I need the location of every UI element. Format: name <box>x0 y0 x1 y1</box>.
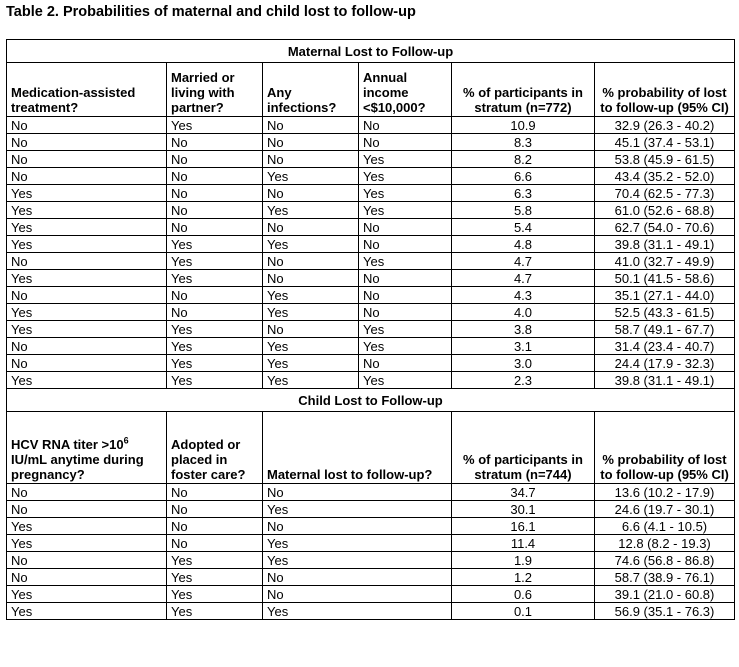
maternal-row <box>7 168 735 185</box>
maternal-cell-infections: Yes <box>263 304 359 321</box>
maternal-cell-percent-participants: 8.2 <box>452 151 595 168</box>
child-cell-adopted-foster: No <box>167 484 263 501</box>
child-row <box>7 484 735 501</box>
maternal-cell-percent-participants: 3.1 <box>452 338 595 355</box>
maternal-cell-medication-assisted: Yes <box>7 185 167 202</box>
maternal-section-header <box>7 40 735 63</box>
maternal-row <box>7 321 735 338</box>
maternal-cell-income: Yes <box>359 168 452 185</box>
child-cell-adopted-foster: Yes <box>167 552 263 569</box>
maternal-row <box>7 219 735 236</box>
maternal-cell-income: No <box>359 134 452 151</box>
maternal-cell-married: No <box>167 185 263 202</box>
maternal-cell-income: Yes <box>359 321 452 338</box>
maternal-cell-married: Yes <box>167 338 263 355</box>
maternal-cell-percent-participants: 5.4 <box>452 219 595 236</box>
child-cell-percent-participants: 0.1 <box>452 603 595 620</box>
maternal-cell-percent-participants: 4.7 <box>452 253 595 270</box>
child-row <box>7 569 735 586</box>
maternal-cell-medication-assisted: No <box>7 168 167 185</box>
maternal-row <box>7 287 735 304</box>
header-medication-assisted-treatment: Medication-assisted treatment? <box>7 63 167 117</box>
maternal-cell-married: No <box>167 287 263 304</box>
maternal-cell-income: No <box>359 236 452 253</box>
child-cell-maternal-lost: Yes <box>263 501 452 518</box>
maternal-cell-income: No <box>359 117 452 134</box>
child-cell-hcv-rna-titer: Yes <box>7 586 167 603</box>
hcv-exponent: 6 <box>123 435 129 446</box>
maternal-row <box>7 202 735 219</box>
maternal-cell-probability: 53.8 (45.9 - 61.5) <box>595 151 735 168</box>
maternal-cell-percent-participants: 5.8 <box>452 202 595 219</box>
maternal-row <box>7 270 735 287</box>
maternal-cell-percent-participants: 3.8 <box>452 321 595 338</box>
child-cell-hcv-rna-titer: No <box>7 569 167 586</box>
child-cell-hcv-rna-titer: No <box>7 484 167 501</box>
header-maternal-percent-participants: % of participants in stratum (n=772) <box>452 63 595 117</box>
child-cell-percent-participants: 30.1 <box>452 501 595 518</box>
maternal-cell-married: Yes <box>167 270 263 287</box>
maternal-cell-married: Yes <box>167 253 263 270</box>
child-cell-maternal-lost: Yes <box>263 535 452 552</box>
header-any-infections: Any infections? <box>263 63 359 117</box>
maternal-row <box>7 236 735 253</box>
maternal-cell-probability: 45.1 (37.4 - 53.1) <box>595 134 735 151</box>
maternal-cell-married: Yes <box>167 117 263 134</box>
maternal-cell-infections: No <box>263 270 359 287</box>
child-cell-percent-participants: 11.4 <box>452 535 595 552</box>
maternal-cell-percent-participants: 4.0 <box>452 304 595 321</box>
maternal-cell-probability: 24.4 (17.9 - 32.3) <box>595 355 735 372</box>
maternal-cell-percent-participants: 2.3 <box>452 372 595 389</box>
maternal-cell-probability: 58.7 (49.1 - 67.7) <box>595 321 735 338</box>
maternal-cell-medication-assisted: Yes <box>7 372 167 389</box>
maternal-row <box>7 304 735 321</box>
maternal-cell-probability: 62.7 (54.0 - 70.6) <box>595 219 735 236</box>
child-cell-adopted-foster: No <box>167 535 263 552</box>
maternal-cell-married: No <box>167 168 263 185</box>
child-cell-probability: 24.6 (19.7 - 30.1) <box>595 501 735 518</box>
maternal-row <box>7 372 735 389</box>
child-cell-hcv-rna-titer: No <box>7 552 167 569</box>
child-cell-maternal-lost: Yes <box>263 603 452 620</box>
child-cell-percent-participants: 34.7 <box>452 484 595 501</box>
maternal-cell-income: No <box>359 355 452 372</box>
maternal-row <box>7 355 735 372</box>
child-cell-maternal-lost: Yes <box>263 552 452 569</box>
header-maternal-probability: % probability of lost to follow-up (95% CI) <box>595 63 735 117</box>
header-annual-income: Annual income <$10,000? <box>359 63 452 117</box>
child-row <box>7 501 735 518</box>
maternal-cell-probability: 41.0 (32.7 - 49.9) <box>595 253 735 270</box>
maternal-row <box>7 253 735 270</box>
child-cell-percent-participants: 0.6 <box>452 586 595 603</box>
maternal-cell-income: Yes <box>359 202 452 219</box>
maternal-cell-percent-participants: 6.6 <box>452 168 595 185</box>
child-cell-hcv-rna-titer: Yes <box>7 603 167 620</box>
maternal-cell-probability: 31.4 (23.4 - 40.7) <box>595 338 735 355</box>
child-section-header <box>7 389 735 412</box>
maternal-row <box>7 185 735 202</box>
maternal-cell-percent-participants: 4.3 <box>452 287 595 304</box>
child-cell-adopted-foster: No <box>167 518 263 535</box>
child-cell-adopted-foster: Yes <box>167 569 263 586</box>
table-caption: Table 2. Probabilities of maternal and child lost to follow-up <box>6 4 416 20</box>
child-row <box>7 586 735 603</box>
child-column-headers <box>7 412 735 484</box>
maternal-cell-medication-assisted: No <box>7 151 167 168</box>
maternal-cell-medication-assisted: Yes <box>7 219 167 236</box>
child-section-title: Child Lost to Follow-up <box>7 389 735 412</box>
header-child-probability: % probability of lost to follow-up (95% CI) <box>595 412 735 484</box>
child-cell-probability: 74.6 (56.8 - 86.8) <box>595 552 735 569</box>
maternal-cell-infections: Yes <box>263 168 359 185</box>
maternal-cell-income: No <box>359 304 452 321</box>
child-cell-adopted-foster: Yes <box>167 603 263 620</box>
header-adopted-foster: Adopted or placed in foster care? <box>167 412 263 484</box>
maternal-cell-income: No <box>359 219 452 236</box>
child-cell-probability: 6.6 (4.1 - 10.5) <box>595 518 735 535</box>
maternal-cell-probability: 50.1 (41.5 - 58.6) <box>595 270 735 287</box>
hcv-header-text: HCV RNA titer >10 <box>11 437 124 452</box>
maternal-cell-married: No <box>167 134 263 151</box>
child-cell-hcv-rna-titer: Yes <box>7 518 167 535</box>
header-hcv-rna-titer <box>7 412 167 484</box>
hcv-header-text-cont: IU/mL anytime during pregnancy? <box>11 452 144 482</box>
child-row <box>7 603 735 620</box>
maternal-cell-probability: 52.5 (43.3 - 61.5) <box>595 304 735 321</box>
maternal-column-headers <box>7 63 735 117</box>
header-maternal-lost: Maternal lost to follow-up? <box>263 412 452 484</box>
maternal-cell-medication-assisted: No <box>7 287 167 304</box>
maternal-cell-probability: 39.8 (31.1 - 49.1) <box>595 236 735 253</box>
maternal-cell-infections: No <box>263 117 359 134</box>
maternal-cell-married: Yes <box>167 321 263 338</box>
child-cell-probability: 39.1 (21.0 - 60.8) <box>595 586 735 603</box>
maternal-cell-infections: Yes <box>263 372 359 389</box>
maternal-cell-income: Yes <box>359 372 452 389</box>
maternal-cell-probability: 61.0 (52.6 - 68.8) <box>595 202 735 219</box>
maternal-cell-married: No <box>167 219 263 236</box>
maternal-cell-medication-assisted: No <box>7 355 167 372</box>
child-cell-probability: 56.9 (35.1 - 76.3) <box>595 603 735 620</box>
maternal-cell-income: Yes <box>359 185 452 202</box>
maternal-cell-income: Yes <box>359 151 452 168</box>
maternal-cell-income: Yes <box>359 253 452 270</box>
maternal-cell-infections: Yes <box>263 202 359 219</box>
maternal-row <box>7 117 735 134</box>
maternal-cell-infections: No <box>263 134 359 151</box>
maternal-cell-married: Yes <box>167 236 263 253</box>
child-cell-percent-participants: 1.9 <box>452 552 595 569</box>
child-cell-adopted-foster: Yes <box>167 586 263 603</box>
probabilities-table <box>6 39 735 620</box>
maternal-cell-married: No <box>167 151 263 168</box>
maternal-cell-infections: No <box>263 219 359 236</box>
maternal-cell-income: Yes <box>359 338 452 355</box>
maternal-cell-medication-assisted: Yes <box>7 202 167 219</box>
maternal-cell-medication-assisted: No <box>7 134 167 151</box>
child-cell-hcv-rna-titer: No <box>7 501 167 518</box>
maternal-cell-income: No <box>359 270 452 287</box>
maternal-cell-infections: No <box>263 253 359 270</box>
child-cell-maternal-lost: No <box>263 586 452 603</box>
child-cell-maternal-lost: No <box>263 484 452 501</box>
child-row <box>7 552 735 569</box>
maternal-cell-medication-assisted: No <box>7 338 167 355</box>
maternal-cell-infections: Yes <box>263 236 359 253</box>
child-cell-maternal-lost: No <box>263 518 452 535</box>
maternal-cell-percent-participants: 4.8 <box>452 236 595 253</box>
maternal-cell-infections: No <box>263 185 359 202</box>
maternal-cell-percent-participants: 4.7 <box>452 270 595 287</box>
maternal-cell-percent-participants: 10.9 <box>452 117 595 134</box>
maternal-cell-probability: 35.1 (27.1 - 44.0) <box>595 287 735 304</box>
maternal-cell-married: No <box>167 304 263 321</box>
child-cell-hcv-rna-titer: Yes <box>7 535 167 552</box>
maternal-cell-infections: Yes <box>263 287 359 304</box>
child-cell-probability: 58.7 (38.9 - 76.1) <box>595 569 735 586</box>
child-cell-probability: 13.6 (10.2 - 17.9) <box>595 484 735 501</box>
maternal-cell-infections: No <box>263 151 359 168</box>
maternal-cell-medication-assisted: Yes <box>7 304 167 321</box>
maternal-row <box>7 151 735 168</box>
maternal-cell-probability: 39.8 (31.1 - 49.1) <box>595 372 735 389</box>
maternal-cell-probability: 32.9 (26.3 - 40.2) <box>595 117 735 134</box>
maternal-cell-infections: Yes <box>263 355 359 372</box>
child-row <box>7 535 735 552</box>
child-cell-adopted-foster: No <box>167 501 263 518</box>
maternal-cell-married: No <box>167 202 263 219</box>
maternal-cell-probability: 43.4 (35.2 - 52.0) <box>595 168 735 185</box>
child-cell-percent-participants: 1.2 <box>452 569 595 586</box>
header-child-percent-participants: % of participants in stratum (n=744) <box>452 412 595 484</box>
maternal-row <box>7 338 735 355</box>
maternal-cell-married: Yes <box>167 372 263 389</box>
child-cell-percent-participants: 16.1 <box>452 518 595 535</box>
header-married-or-partner: Married or living with partner? <box>167 63 263 117</box>
maternal-cell-medication-assisted: Yes <box>7 270 167 287</box>
maternal-section-title: Maternal Lost to Follow-up <box>7 40 735 63</box>
maternal-cell-percent-participants: 3.0 <box>452 355 595 372</box>
maternal-row <box>7 134 735 151</box>
child-row <box>7 518 735 535</box>
maternal-cell-income: No <box>359 287 452 304</box>
maternal-cell-infections: No <box>263 321 359 338</box>
maternal-cell-probability: 70.4 (62.5 - 77.3) <box>595 185 735 202</box>
maternal-cell-married: Yes <box>167 355 263 372</box>
child-cell-maternal-lost: No <box>263 569 452 586</box>
maternal-cell-percent-participants: 6.3 <box>452 185 595 202</box>
maternal-cell-medication-assisted: No <box>7 253 167 270</box>
maternal-cell-medication-assisted: Yes <box>7 321 167 338</box>
maternal-cell-percent-participants: 8.3 <box>452 134 595 151</box>
maternal-cell-infections: Yes <box>263 338 359 355</box>
maternal-cell-medication-assisted: No <box>7 117 167 134</box>
maternal-cell-medication-assisted: Yes <box>7 236 167 253</box>
table-body <box>7 40 735 620</box>
child-cell-probability: 12.8 (8.2 - 19.3) <box>595 535 735 552</box>
